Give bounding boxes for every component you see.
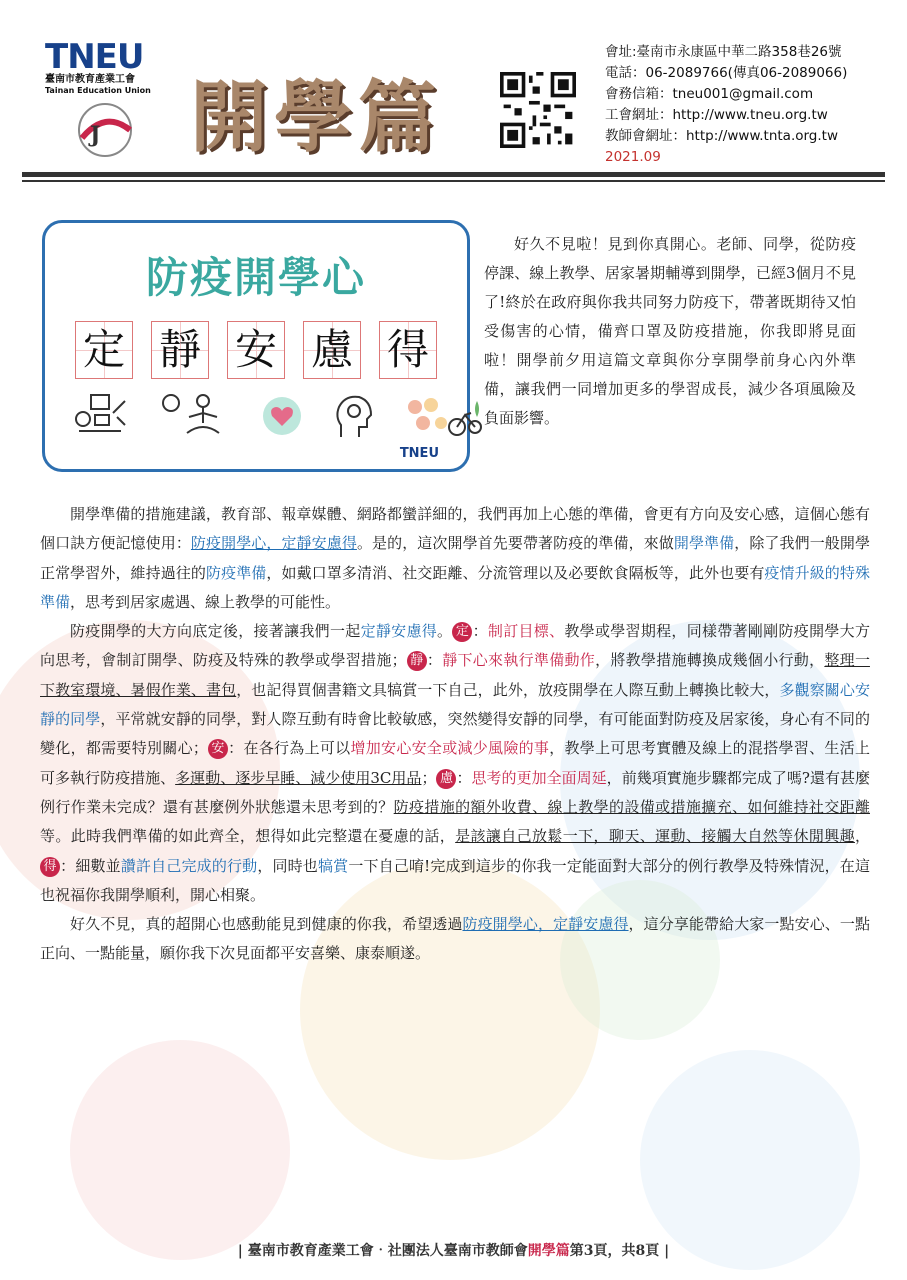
email-line[interactable]: 會務信箱：tneu001@gmail.com (605, 86, 814, 102)
text-run: 防疫開學的大方向底定後，接著讓我們一起 (70, 622, 361, 641)
paragraph-2 (40, 617, 870, 910)
text-run: 等。此時我們準備的如此齊全，想得如此完整還在憂慮的話， (40, 827, 456, 846)
text-run: ，也記得買個書籍文具犒賞一下自己，此外，放疫開學在人際互動上轉換比較大， (236, 680, 780, 699)
highlight-text: 增加安心安全或減少風險的事 (350, 739, 550, 758)
text-run: 開學準備的措施建議，教育部、報章媒體、網路都蠻詳細的，我們再加上心態的準備，會更有方向及安心感，這個心態有個口訣方便記憶使用： (40, 505, 870, 553)
heart-icon (261, 395, 303, 437)
text-run: ，如戴口罩多清消、社交距離、分流管理以及必要飲食隔板等，此外也要有 (266, 563, 765, 582)
header-rule (22, 172, 885, 177)
highlight-text: 開學準備 (673, 534, 735, 553)
article-body (40, 500, 870, 969)
phone-line: 電話：06-2089766(傳真06-2089066) (605, 65, 848, 81)
text-run: ，這分享能帶給大家一點安心、一點正向、一點能量，願你我下次見面都平安喜樂、康泰順遂。 (40, 915, 870, 963)
tag-lu: 慮 (436, 769, 456, 789)
paragraph-3 (40, 910, 870, 969)
intro-text: 好久不見啦！見到你真開心。老師、同學，從防疫停課、線上教學、居家暑期輔導到開學，已經3個月不見了!終於在政府與你我共同努力防疫下，帶著既期待又怕受傷害的心情，備齊口罩及防疫措施，你我即將見面啦！開學前夕用這篇文章與你分享開學前身心內外準備，讓我們一同增加更多的學習成長，減少各項風險及負面影響。 (484, 235, 856, 427)
motto-text: 防疫開學心，定靜安慮得 (190, 534, 357, 553)
char-an: 安 (227, 321, 285, 379)
meditation-icon (159, 391, 231, 441)
teacher-site-line[interactable]: 教師會網址：http://www.tnta.org.tw (605, 128, 839, 144)
text-run: ； (421, 768, 437, 787)
union-name-en: Tainan Education Union (45, 86, 151, 95)
text-run: ， (854, 827, 870, 846)
text-run: 。是的，這次開學首先要帶著防疫的準備，來做 (356, 534, 674, 553)
text-run: ，教學上可思考實體及線上的混搭學習、生活上可多執行防疫措施、 (40, 739, 870, 787)
text-run: ，前幾項實施步驟都完成了嗎?還有甚麼例行作業未完成？還有甚麼例外狀態還未思考到的？ (40, 768, 870, 816)
decor-blob (70, 1040, 290, 1260)
paragraph-1 (40, 500, 870, 617)
text-run: ，將教學措施轉換成幾個小行動， (595, 651, 825, 670)
highlight-text: 多觀察關心安靜的同學 (40, 680, 870, 729)
underlined-text: 是該讓自己放鬆一下，聊天、運動、接觸大自然等休閒興趣 (455, 827, 855, 846)
char-ding: 定 (75, 321, 133, 379)
underlined-text: 多運動、逐步早睡、減少使用3C用品 (175, 768, 422, 787)
highlight-text: 定靜安慮得 (360, 622, 438, 641)
hero-brand-logo: TNEU (399, 446, 439, 461)
footer-page-number: 第3頁，共8頁 | (569, 1243, 670, 1259)
hero-icons (73, 391, 483, 441)
footer-section: 開學篇 (527, 1243, 570, 1259)
tag-ding: 定 (452, 622, 472, 642)
union-site-line[interactable]: 工會網址：http://www.tneu.org.tw (605, 107, 828, 123)
text-run: ： (472, 622, 488, 641)
union-name: 臺南市教育產業工會 (45, 74, 135, 85)
text-run: ： (426, 651, 443, 670)
page-footer (0, 1240, 907, 1260)
motto-text: 防疫開學心，定靜安慮得 (462, 915, 629, 934)
intro-paragraph (484, 230, 856, 433)
page-title: 開學篇 (190, 72, 443, 163)
highlight-text: 讚許自己完成的行動 (120, 856, 258, 875)
text-run: ：在各行為上可以 (227, 739, 351, 758)
text-run: 一下自己唷!完成到這步的你我一定能面對大部分的例行教學及特殊情況，在這也祝福你我開學順利，開心相聚。 (40, 856, 870, 904)
family-bike-icon (405, 393, 483, 439)
underlined-text: 整理一下教室環境、暑假作業、書包 (40, 651, 870, 699)
decor-blob (640, 1050, 860, 1270)
text-run: 好久不見，真的超開心也感動能見到健康的你我，希望透過 (70, 915, 463, 934)
qr-code[interactable] (500, 72, 576, 148)
lightbulb-head-icon (333, 393, 375, 439)
header-rule-thin (22, 180, 885, 182)
text-run: ：細數並 (60, 856, 121, 875)
highlight-text: 防疫準備 (206, 563, 267, 582)
tag-jing: 靜 (407, 651, 427, 671)
hero-title: 防疫開學心 (145, 253, 366, 302)
underlined-text: 防疫措施的額外收費、線上教學的設備或措施擴充、如何維持社交距離 (393, 797, 870, 816)
hero-chars (75, 321, 437, 379)
tnta-seal-logo (60, 100, 150, 160)
text-run: ，思考到居家處遇、線上教學的可能性。 (70, 592, 341, 611)
highlight-text: 疫情升級的特殊準備 (40, 563, 870, 611)
tag-de: 得 (40, 857, 60, 877)
highlight-text: 犒賞 (317, 856, 349, 875)
contact-info (605, 42, 847, 168)
study-tools-icon (73, 391, 129, 441)
highlight-text: 制訂目標、 (487, 622, 565, 641)
text-run: ，同時也 (257, 856, 318, 875)
tneu-logo (45, 37, 170, 96)
issue-date: 2021.09 (605, 149, 661, 165)
text-run: ： (456, 768, 472, 787)
text-run: ，除了我們一般開學正常學習外，維持過往的 (40, 534, 870, 582)
footer-org: | 臺南市教育產業工會‧社團法人臺南市教師會 (237, 1243, 528, 1259)
char-jing: 靜 (151, 321, 209, 379)
highlight-text: 靜下心來執行準備動作 (442, 651, 596, 670)
text-run: 教學或學習期程，同樣帶著剛剛防疫開學大方向思考，會制訂開學、防疫及特殊的教學或學習措施； (40, 622, 870, 670)
char-de: 得 (379, 321, 437, 379)
char-lu: 慮 (303, 321, 361, 379)
svg-text:J: J (90, 122, 101, 148)
text-run: ，平常就安靜的同學，對人際互動有時會比較敏感，突然變得安靜的同學，有可能面對防疫及居家後，身心有不同的變化，都需要特別關心； (40, 710, 870, 758)
tag-an: 安 (208, 739, 228, 759)
text-run: 。 (437, 622, 453, 641)
highlight-text: 思考的更加全面周延 (471, 768, 607, 787)
hero-box (42, 220, 470, 472)
logo-wordmark: TNEU (45, 37, 144, 77)
address-line: 會址:臺南市永康區中華二路358巷26號 (605, 44, 842, 60)
